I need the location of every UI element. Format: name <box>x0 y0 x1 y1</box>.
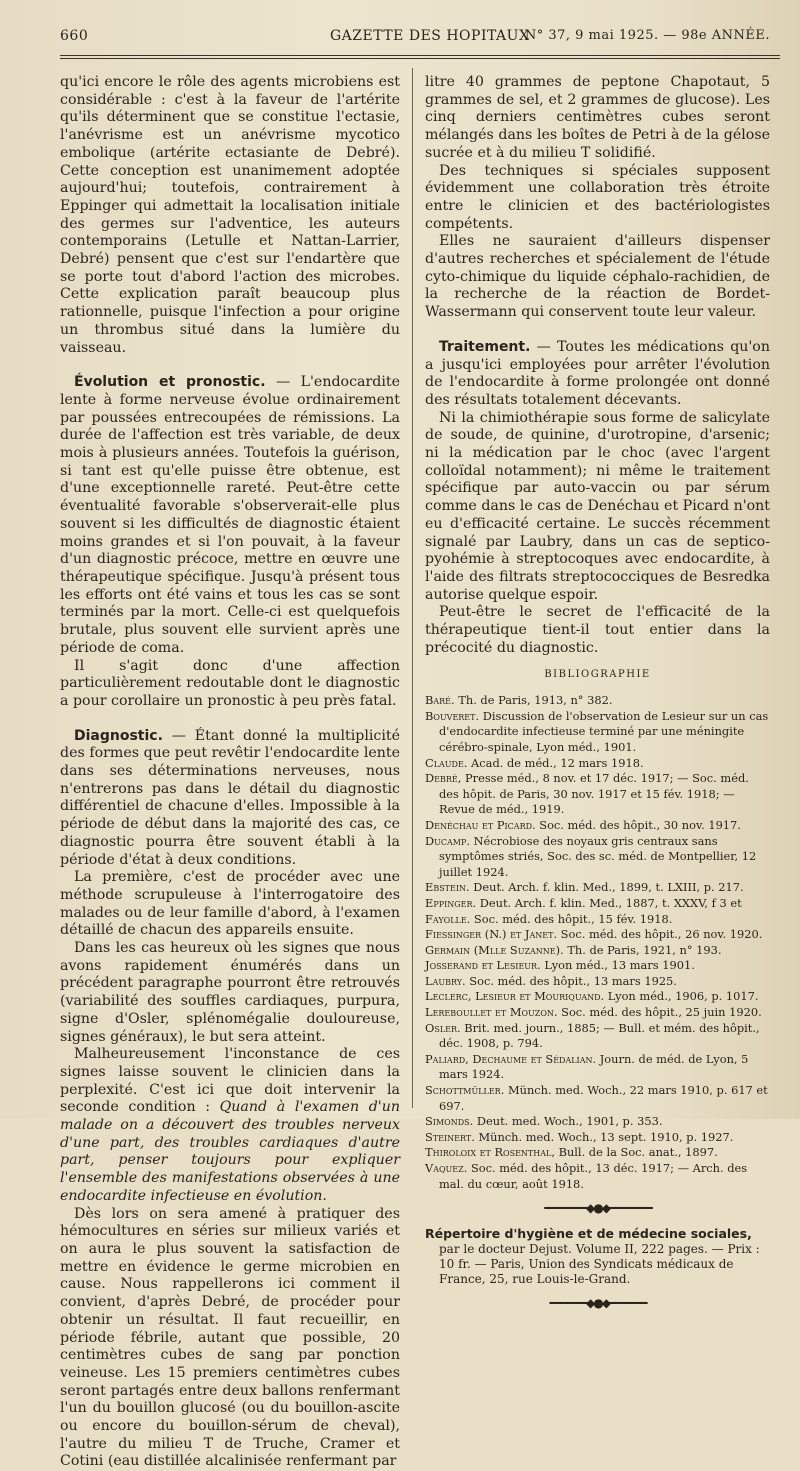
emphasis: Quand à l'examen d'un malade on a découvert des troubles nerveux d'une part, des troubles cardiaques d'autre part, penser toujours pour expliquer l'ensemble des manifestations observées à une endocardite infectieuse en évolution. <box>60 1099 400 1204</box>
bibliography-entry <box>425 896 770 912</box>
bib-author: Leclerc, Lesieur et Mouriquand. <box>425 989 605 1004</box>
bib-reference: Soc. méd. des hôpit., 15 fév. 1918. <box>470 911 673 926</box>
bib-reference: Soc. méd. des hôpit., 30 nov. 1917. <box>535 817 741 832</box>
bib-author: Schottmüller. <box>425 1083 505 1098</box>
bib-reference: Discussion de l'observation de Lesieur sur un cas d'endocardite infectieuse terminé par une méningite cérébro-spinale, Lyon méd., 1901. <box>439 708 769 754</box>
bib-author: Fayolle. <box>425 911 471 926</box>
bib-author: Bouveret. <box>425 708 480 723</box>
bib-author: Ducamp. <box>425 833 470 848</box>
left-column <box>60 74 400 1471</box>
bib-reference: Deut. med. Woch., 1901, p. 353. <box>473 1114 663 1129</box>
section-heading-evolution: Évolution et pronostic. <box>74 374 266 391</box>
bibliography-title: BIBLIOGRAPHIE <box>544 668 651 680</box>
repertoire-title: Répertoire d'hygiène et de médecine sociales, <box>425 1225 752 1241</box>
bib-author: Denéchau et Picard. <box>425 817 536 832</box>
bib-reference: Nécrobiose des noyaux gris centraux sans symptômes striés, Soc. des sc. méd. de Montpellier, 12 juillet 1924. <box>439 833 757 879</box>
page-number: 660 <box>60 28 89 44</box>
issue-info: N° 37, 9 mai 1925. — 98e ANNÉE. <box>524 28 770 43</box>
bib-reference: Deut. Arch. f. klin. Med., 1887, t. XXXV, f 3 et <box>476 895 742 910</box>
paragraph: Ni la chimiothérapie sous forme de salicylate de soude, de quinine, d'urotropine, d'arsenic; ni la médication par le choc (avec l'argent colloïdal notamment); ni même le traitement spécifique par auto-vaccin ou par sérum comme dans le cas de Denéchau et Picard n'ont eu d'efficacité certaine. Le succès récemment signalé par Laubry, dans un cas de septico-pyohémie à streptocoques avec endocardite, à l'aide des filtrats streptococciques de Besredka autorise quelque espoir. <box>425 409 770 603</box>
bib-author: Laubry. <box>425 973 466 988</box>
bib-reference: Münch. med. Woch., 22 mars 1910, p. 617 et 697. <box>439 1083 768 1113</box>
bib-author: Vaquez. <box>425 1161 468 1176</box>
bib-reference: Soc. méd. des hôpit., 25 juin 1920. <box>557 1005 762 1020</box>
paragraph: Malheureusement l'inconstance de ces signes laisse souvent le clinicien dans la perplexité. C'est ici que doit intervenir la seconde condition : Quand à l'examen d'un malade on a découvert des troubles nerveux d'une part, des troubles cardiaques d'autre part, penser toujours pour expliquer l'ensemble des manifestations observées à une endocardite infectieuse en évolution. <box>60 1046 400 1204</box>
column-divider <box>412 68 413 1108</box>
bib-author: Simonds. <box>425 1114 474 1129</box>
paragraph: Des techniques si spéciales supposent évidemment une collaboration très étroite entre le clinicien et des bactériologistes compétents. <box>425 162 770 232</box>
bib-reference: Journ. de méd. de Lyon, 5 mars 1924. <box>439 1051 749 1082</box>
bib-reference: Th. de Paris, 1921, n° 193. <box>563 942 722 957</box>
bibliography-entry <box>425 1145 770 1161</box>
bib-reference: Th. de Paris, 1913, n° 382. <box>454 693 613 708</box>
bib-reference: Acad. de méd., 12 mars 1918. <box>467 755 644 770</box>
header-rule-2 <box>60 58 780 59</box>
bib-author: Baré. <box>425 693 455 708</box>
bib-reference: Deut. Arch. f. klin. Med., 1899, t. LXIII, p. 217. <box>469 880 744 895</box>
bib-author: Ebstein. <box>425 880 470 895</box>
paragraph: La première, c'est de procéder avec une méthode scrupuleuse à l'interrogatoire des malades ou de leur famille d'abord, à l'examen détaillé de chacun des appareils ensuite. <box>60 869 400 939</box>
bibliography-entry <box>425 1005 770 1021</box>
header-rule <box>60 55 780 56</box>
bib-author: Paliard, Dechaume et Sédalian. <box>425 1051 597 1066</box>
bibliography-entry <box>425 1021 770 1052</box>
bib-author: Thiroloix et Rosenthal, <box>425 1145 555 1160</box>
bibliography-entry <box>425 989 770 1005</box>
bibliography-entry <box>425 974 770 990</box>
paragraph: Dès lors on sera amené à pratiquer des hémocultures en séries sur milieux variés et on aura le plus souvent la satisfaction de mettre en évidence le germe microbien en cause. Nous rappellerons ici comment il convient, d'après Debré, de procéder pour obtenir un résultat. Il faut recueillir, en période fébrile, autant que possible, 20 centimètres cubes de sang par ponction veineuse. Les 15 premiers centimètres cubes seront partagés entre deux ballons renfermant l'un du bouillon glucosé (ou du bouillon-ascite ou encore du bouillon-sérum de cheval), l'autre du milieu T de Truche, Cramer et Cotini (eau distillée alcalinisée renfermant par <box>60 1205 400 1470</box>
bibliography-entry <box>425 943 770 959</box>
bib-reference: Bull. de la Soc. anat., 1897. <box>554 1145 718 1160</box>
bib-author: Osler. <box>425 1020 461 1035</box>
bib-reference: Soc. méd. des hôpit., 13 déc. 1917; — Arch. des mal. du cœur, août 1918. <box>439 1161 748 1191</box>
paragraph: qu'ici encore le rôle des agents microbiens est considérable : c'est à la faveur de l'artérite qu'ils déterminent que se constitue l'ectasie, l'anévrisme est un anévrisme mycotico embolique (artérite ectasiante de Debré). Cette conception est unanimement adoptée aujourd'hui; toutefois, contrairement à Eppinger qui admettait la localisation initiale des germes sur l'adventice, les auteurs contemporains (Letulle et Nattan-Larrier, Debré) pensent que c'est sur l'endartère que se porte tout d'abord l'action des microbes. Cette explication paraît beaucoup plus rationnelle, puisque l'infection a pour origine un thrombus situé dans la lumière du vaisseau. <box>60 74 400 356</box>
paragraph: Il s'agit donc d'une affection particulièrement redoutable dont le diagnostic a pour corollaire un pronostic à peu près fatal. <box>60 657 400 709</box>
bib-author: Claude. <box>425 755 468 770</box>
right-column <box>425 74 770 1321</box>
bibliography-entry <box>425 818 770 834</box>
bib-reference: Soc. méd. des hôpit., 26 nov. 1920. <box>557 927 763 942</box>
bib-author: Josserand et Lesieur. <box>425 958 541 973</box>
bibliography-entry <box>425 912 770 928</box>
bib-author: Debré, <box>425 771 462 786</box>
bibliography-entry <box>425 1052 770 1083</box>
bibliography-entry <box>425 958 770 974</box>
paragraph: Traitement. — Toutes les médications qu'on a jusqu'ici employées pour arrêter l'évolution de l'endocardite à forme prolongée ont donné des résultats totalement décevants. <box>425 338 770 408</box>
bib-author: Steinert. <box>425 1129 475 1144</box>
bib-reference: Brit. med. journ., 1885; — Bull. et mém. des hôpit., déc. 1908, p. 794. <box>439 1020 760 1051</box>
paragraph: Diagnostic. — Étant donné la multiplicité des formes que peut revêtir l'endocardite lente dans ses déterminations nerveuses, nous n'entrerons pas dans le détail du diagnostic différentiel de chacune d'elles. Impossible à la période de début dans la majorité des cas, ce diagnostic pourra être souvent établi à la période d'état à deux conditions. <box>60 727 400 868</box>
bibliography-entry <box>425 693 770 709</box>
paragraph: Dans les cas heureux où les signes que nous avons rapidement énumérés dans un précédent paragraphe pourront être retrouvés (variabilité des souffles cardiaques, purpura, signe d'Osler, splénomégalie douloureuse, signes généraux), le but sera atteint. <box>60 940 400 1045</box>
bib-reference: Soc. méd. des hôpit., 13 mars 1925. <box>465 973 677 988</box>
paragraph: Peut-être le secret de l'efficacité de la thérapeutique tient-il tout entier dans la précocité du diagnostic. <box>425 604 770 656</box>
section-heading-traitement: Traitement. <box>439 338 531 355</box>
repertoire-notice: Répertoire d'hygiène et de médecine sociales, par le docteur Dejust. Volume II, 222 pages. — Prix : 10 fr. — Paris, Union des Syndicats médicaux de France, 25, rue Louis-le-Grand. <box>425 1225 760 1286</box>
bibliography-entry <box>425 771 770 818</box>
paragraph: Évolution et pronostic. — L'endocardite lente à forme nerveuse évolue ordinairement par poussées entrecoupées de rémissions. La durée de l'affection est très variable, de deux mois à plusieurs années. Toutefois la guérison, si tant est qu'elle puisse être obtenue, est d'une exceptionnelle rareté. Peut-être cette éventualité favorable s'observerait-elle plus souvent si les difficultés de diagnostic étaient moins grandes et si l'on pouvait, à la faveur d'un diagnostic précoce, mettre en œuvre une thérapeutique spécifique. Jusqu'à présent tous les efforts ont été vains et tous les cas se sont terminés par la mort. Celle-ci est quelquefois brutale, plus souvent elle survient après une période de coma. <box>60 374 400 656</box>
bib-author: Lereboullet et Mouzon. <box>425 1005 558 1020</box>
bibliography-entry <box>425 927 770 943</box>
bib-author: Eppinger. <box>425 895 477 910</box>
journal-title: GAZETTE DES HOPITAUX <box>330 28 530 44</box>
bibliography-entry <box>425 1114 770 1130</box>
bibliography-list <box>425 693 770 1192</box>
bib-reference: Lyon méd., 1906, p. 1017. <box>604 989 759 1004</box>
ornament-divider-bottom: ━━━━━━━◆●◆━━━━━━━ <box>549 1295 646 1310</box>
bibliography-entry <box>425 709 770 756</box>
bib-reference: Lyon méd., 13 mars 1901. <box>540 958 695 973</box>
bibliography-entry <box>425 834 770 881</box>
paragraph: Elles ne sauraient d'ailleurs dispenser d'autres recherches et spécialement de l'étude cyto-chimique du liquide céphalo-rachidien, de la recherche de la réaction de Bordet-Wassermann qui conservent toute leur valeur. <box>425 233 770 321</box>
page-header <box>60 28 780 54</box>
bib-author: Germain (Mlle Suzanne). <box>425 942 564 957</box>
bibliography-entry <box>425 1130 770 1146</box>
bibliography-entry <box>425 1161 770 1192</box>
section-heading-diagnostic: Diagnostic. <box>74 727 163 744</box>
bibliography-entry <box>425 1083 770 1114</box>
bib-reference: Münch. med. Woch., 13 sept. 1910, p. 1927. <box>474 1129 734 1144</box>
bib-reference: Presse méd., 8 nov. et 17 déc. 1917; — Soc. méd. des hôpit. de Paris, 30 nov. 1917 et 15 fév. 1918; — Revue de méd., 1919. <box>439 771 749 817</box>
bib-author: Fiessinger (N.) et Janet. <box>425 927 558 942</box>
paragraph: litre 40 grammes de peptone Chapotaut, 5 grammes de sel, et 2 grammes de glucose). Les cinq derniers centimètres cubes seront mélangés dans les boîtes de Petri à de la gélose sucrée et à du milieu T solidifié. <box>425 74 770 161</box>
bibliography-entry <box>425 756 770 772</box>
bibliography-entry <box>425 880 770 896</box>
ornament-divider: ━━━━━━━━◆●◆━━━━━━━━ <box>544 1201 651 1216</box>
